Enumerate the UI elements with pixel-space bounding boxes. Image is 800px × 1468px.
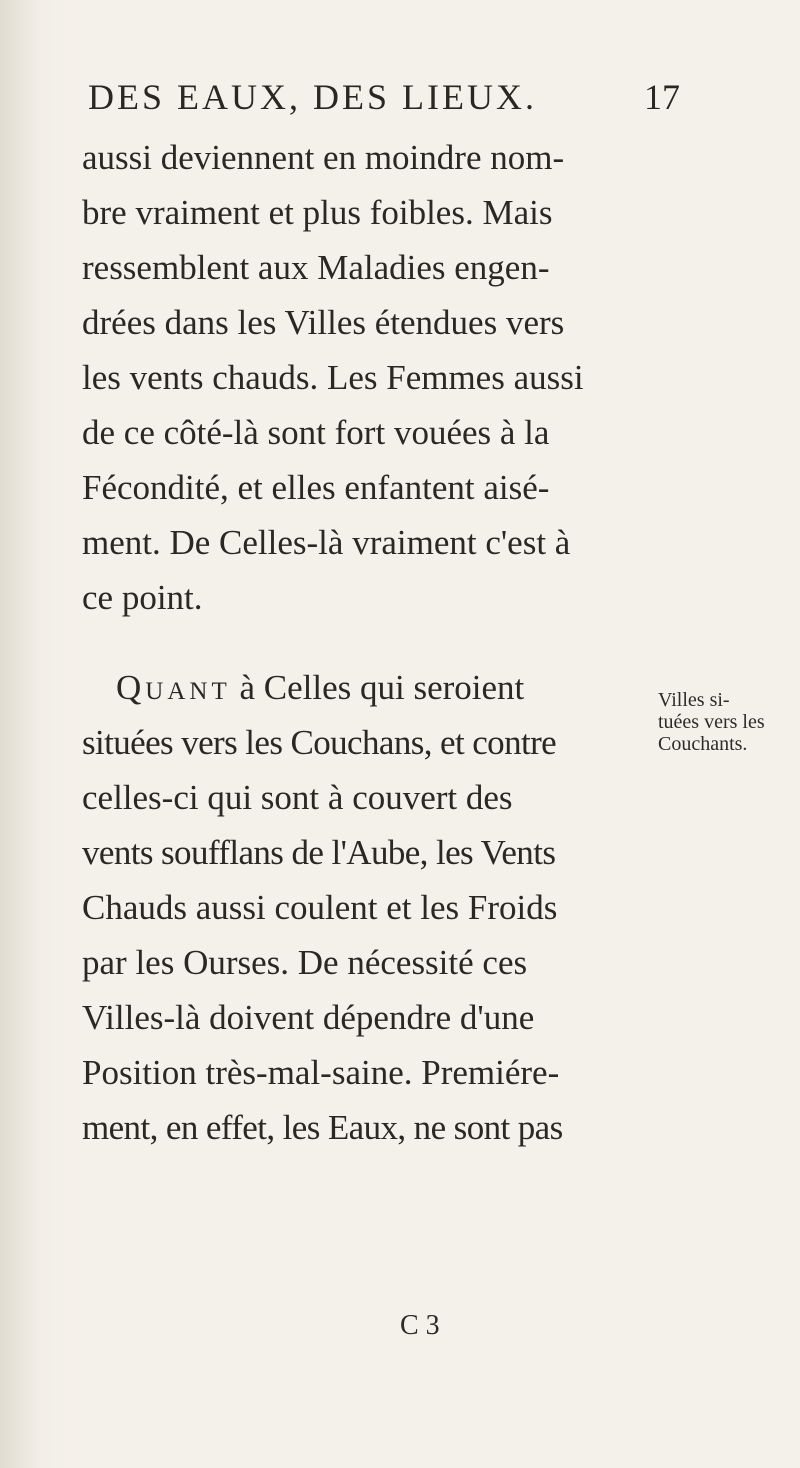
paragraph2-line: Position très-mal-saine. Premiére- [82,1053,560,1092]
margin-note-line: Couchants. [658,733,748,755]
paragraph1-line: aussi deviennent en moindre nom- [82,138,565,177]
paragraph2-first-word: Quant [116,668,231,707]
running-head-title: DES EAUX, DES LIEUX. [88,77,537,117]
paragraph2-line: ment, en effet, les Eaux, ne sont pas [82,1108,563,1147]
page-number: 17 [644,77,680,117]
paragraph1-line: ressemblent aux Maladies engen- [82,248,550,287]
margin-note-line: Villes si- [658,689,730,711]
signature-mark: C 3 [400,1310,440,1341]
paragraph2-line: celles-ci qui sont à couvert des [82,778,513,817]
paragraph2-first-line [116,668,524,708]
paragraph1-line: drées dans les Villes étendues vers [82,303,565,342]
running-head [88,76,748,118]
paragraph1-line: bre vraiment et plus foibles. Mais [82,193,553,232]
paragraph2-line: vents soufflans de l'Aube, les Vents [82,833,556,872]
paragraph2-line: par les Ourses. De nécessité ces [82,943,528,982]
paragraph2-line: Chauds aussi coulent et les Froids [82,888,558,927]
paragraph2-first-line-rest: à Celles qui seroient [230,668,525,707]
paragraph1-line: ment. De Celles-là vraiment c'est à [82,523,571,562]
paragraph2-line: situées vers les Couchans, et contre [82,723,557,762]
paragraph1-line: les vents chauds. Les Femmes aussi [82,358,584,397]
margin-note-line: tuées vers les [658,711,765,733]
paragraph1-line: de ce côté-là sont fort vouées à la [82,413,550,452]
paragraph1-line: Fécondité, et elles enfantent aisé- [82,468,550,507]
paragraph2-line: Villes-là doivent dépendre d'une [82,998,535,1037]
paragraph1-line: ce point. [82,578,203,617]
